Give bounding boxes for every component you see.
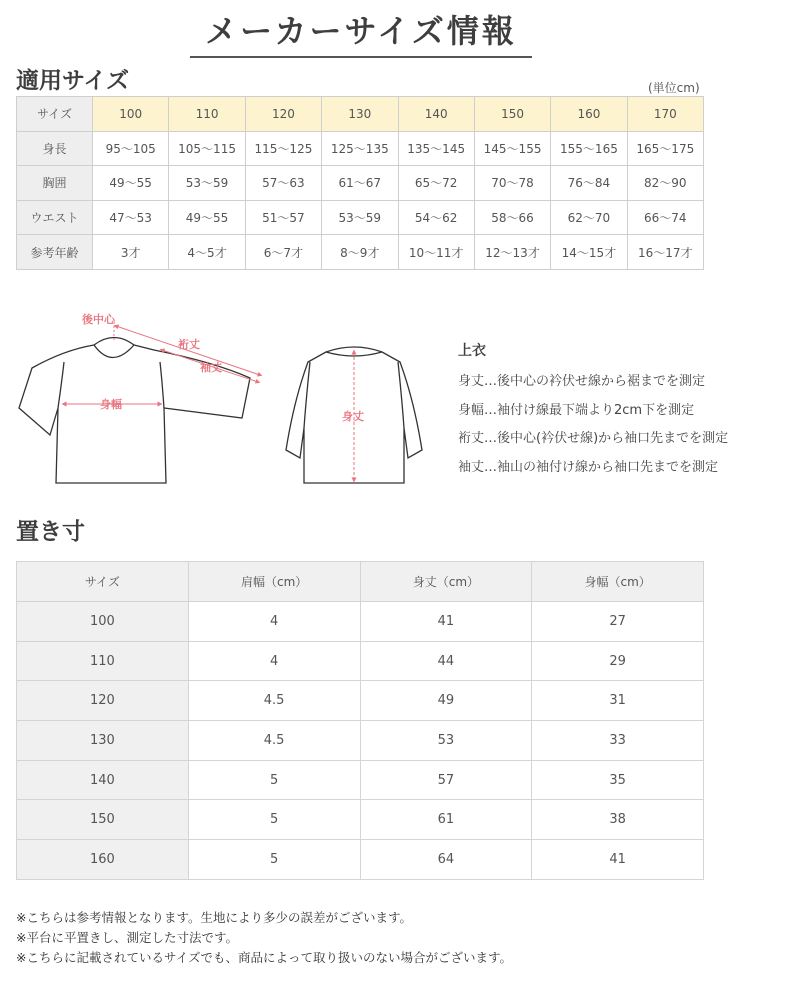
table-cell: 57 [360,760,532,800]
row-header-size: サイズ [17,97,93,132]
column-header: 身幅（cm） [532,562,704,602]
table-cell: 53 [360,721,532,761]
column-header: サイズ [17,562,189,602]
fit-size-table [16,96,704,270]
table-cell: 4 [188,602,360,642]
table-cell: 4～5才 [169,235,245,270]
table-cell: 6～7才 [245,235,321,270]
table-cell: 61～67 [322,166,398,201]
page-title-block [190,8,532,58]
table-cell: 12～13才 [474,235,550,270]
note-line: 袖丈…袖山の袖付け線から袖口先までを測定 [458,459,719,475]
diagram-label-body-width: 身幅 [100,398,122,411]
table-cell: 4 [188,641,360,681]
table-cell: 5 [188,800,360,840]
table-cell: 31 [532,681,704,721]
column-header: 肩幅（cm） [188,562,360,602]
table-cell: 54～62 [398,200,474,235]
table-cell: 51～57 [245,200,321,235]
table-cell: 16～17才 [627,235,703,270]
note-line: 裄丈…後中心(衿伏せ線)から袖口先までを測定 [458,431,729,446]
table-cell: 58～66 [474,200,550,235]
fit-size-heading: 適用サイズ [16,68,130,94]
table-row [17,760,704,800]
flat-size-table [16,561,704,880]
footnote: ※平台に平置きし、測定した寸法です。 [16,930,238,945]
footnote: ※こちらに記載されているサイズでも、商品によって取り扱いのない場合がございます。 [16,950,512,965]
header-row [17,562,704,602]
measurement-notes [458,340,788,482]
table-row [17,681,704,721]
size-cell: 150 [474,97,550,132]
table-cell: 41 [532,840,704,880]
table-cell: 53～59 [169,166,245,201]
table-cell: 105～115 [169,131,245,166]
front-measure-lines [64,322,260,404]
table-cell: 64 [360,840,532,880]
table-cell: 27 [532,602,704,642]
table-cell: 33 [532,721,704,761]
table-row [17,131,704,166]
row-label: ウエスト [17,200,93,235]
table-cell: 4.5 [188,681,360,721]
row-label: 参考年齢 [17,235,93,270]
table-cell: 115～125 [245,131,321,166]
note-line: 身丈…後中心の衿伏せ線から裾までを測定 [458,374,706,389]
table-cell: 49～55 [169,200,245,235]
notes-title: 上衣 [458,343,486,359]
footnote: ※こちらは参考情報となります。生地により多少の誤差がございます。 [16,910,412,925]
row-label: 胸囲 [17,166,93,201]
table-cell: 3才 [93,235,169,270]
table-cell: 140 [17,760,189,800]
diagram-label-yuki: 裄丈 [178,338,200,351]
table-cell: 125～135 [322,131,398,166]
size-cell: 140 [398,97,474,132]
garment-diagram [14,300,444,500]
table-cell: 95～105 [93,131,169,166]
table-cell: 120 [17,681,189,721]
table-cell: 10～11才 [398,235,474,270]
table-cell: 66～74 [627,200,703,235]
table-cell: 76～84 [551,166,627,201]
size-cell: 120 [245,97,321,132]
table-cell: 5 [188,840,360,880]
table-row [17,235,704,270]
table-cell: 110 [17,641,189,681]
table-cell: 49～55 [93,166,169,201]
diagram-label-back-center: 後中心 [82,313,115,326]
table-cell: 29 [532,641,704,681]
row-label: 身長 [17,131,93,166]
flat-size-heading: 置き寸 [16,519,85,545]
size-cell: 130 [322,97,398,132]
table-cell: 41 [360,602,532,642]
table-cell: 155～165 [551,131,627,166]
table-cell: 160 [17,840,189,880]
size-cell: 170 [627,97,703,132]
table-cell: 65～72 [398,166,474,201]
table-cell: 14～15才 [551,235,627,270]
table-cell: 100 [17,602,189,642]
table-cell: 165～175 [627,131,703,166]
table-cell: 35 [532,760,704,800]
unit-note: (単位cm) [648,81,700,95]
table-cell: 150 [17,800,189,840]
table-row [17,800,704,840]
table-cell: 57～63 [245,166,321,201]
note-line: 身幅…袖付け線最下端より2cm下を測定 [458,402,695,418]
table-row [17,840,704,880]
table-cell: 47～53 [93,200,169,235]
size-row [17,97,704,132]
table-cell: 44 [360,641,532,681]
table-cell: 4.5 [188,721,360,761]
table-cell: 82～90 [627,166,703,201]
size-cell: 110 [169,97,245,132]
table-cell: 145～155 [474,131,550,166]
table-cell: 38 [532,800,704,840]
title-underline [190,56,532,58]
table-cell: 70～78 [474,166,550,201]
table-row [17,200,704,235]
column-header: 身丈（cm） [360,562,532,602]
table-row [17,641,704,681]
table-row [17,166,704,201]
table-cell: 62～70 [551,200,627,235]
footnotes [16,908,796,968]
table-row [17,602,704,642]
table-cell: 49 [360,681,532,721]
table-row [17,721,704,761]
diagram-label-body-length: 身丈 [342,410,364,423]
table-cell: 5 [188,760,360,800]
diagram-label-sleeve: 袖丈 [200,361,222,374]
table-cell: 130 [17,721,189,761]
size-cell: 160 [551,97,627,132]
size-cell: 100 [93,97,169,132]
table-cell: 135～145 [398,131,474,166]
table-cell: 61 [360,800,532,840]
table-cell: 53～59 [322,200,398,235]
table-cell: 8～9才 [322,235,398,270]
page-title: メーカーサイズ情報 [205,12,517,50]
